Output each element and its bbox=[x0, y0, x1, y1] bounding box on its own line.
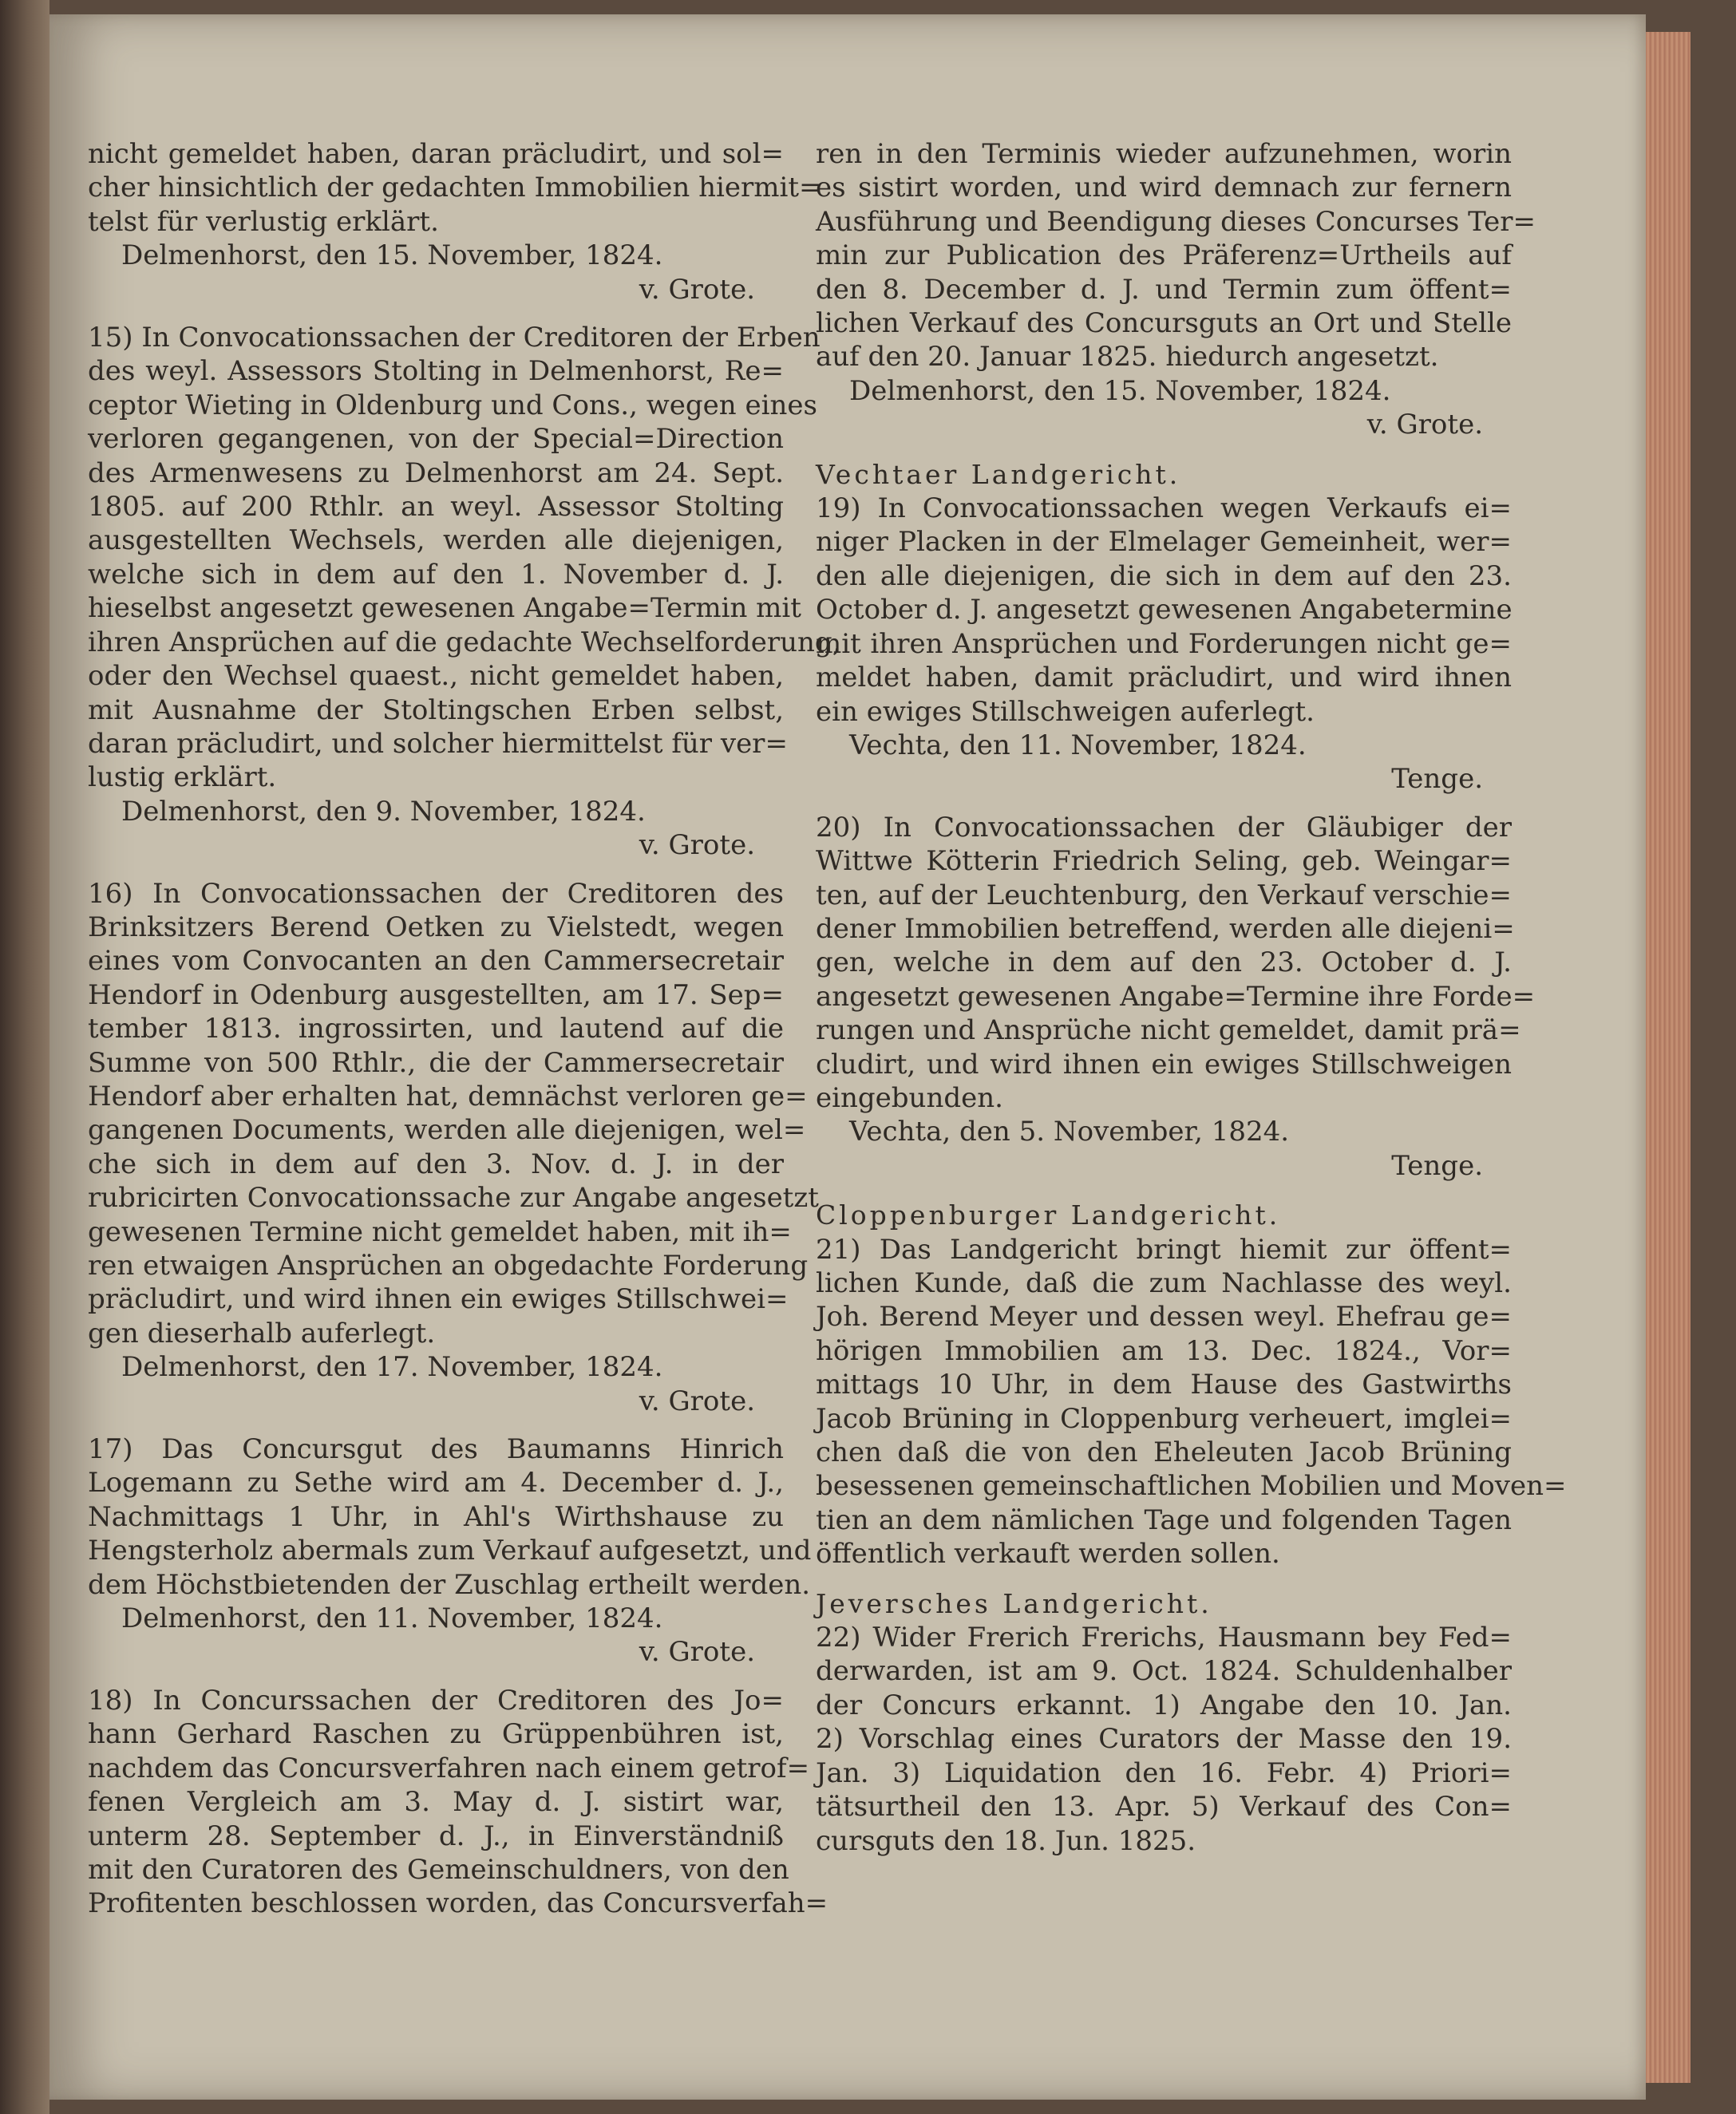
entry-17 bbox=[88, 1432, 812, 1669]
entry-18 bbox=[88, 1684, 828, 1921]
dateline: Vechta, den 5. November, 1824. bbox=[849, 1116, 1290, 1148]
book-spine bbox=[0, 0, 49, 2114]
text-line: des weyl. Assessors Stolting in Delmenhorst, Re= bbox=[88, 355, 784, 388]
text-line: auf den 20. Januar 1825. hiedurch angesetzt. bbox=[816, 341, 1439, 373]
text-line: den alle diejenigen, die sich in dem auf den 23. bbox=[816, 559, 1512, 592]
text-line: 20) In Convocationssachen der Gläubiger der bbox=[816, 811, 1512, 844]
entry-15 bbox=[88, 321, 841, 863]
text-line: Jacob Brüning in Cloppenburg verheuert, imglei= bbox=[816, 1402, 1512, 1435]
text-line: rubricirten Convocationssache zur Angabe angesetzt bbox=[88, 1182, 819, 1215]
text-line: ausgestellten Wechsels, werden alle diejenigen, bbox=[88, 524, 784, 557]
dateline: Delmenhorst, den 15. November, 1824. bbox=[121, 239, 663, 272]
signature: Tenge. bbox=[1391, 763, 1483, 796]
text-line: gen dieserhalb auferlegt. bbox=[88, 1317, 436, 1349]
text-line: derwarden, ist am 9. Oct. 1824. Schuldenhalber bbox=[816, 1655, 1512, 1688]
text-line: hörigen Immobilien am 13. Dec. 1824., Vor= bbox=[816, 1334, 1512, 1367]
text-line: ein ewiges Stillschweigen auferlegt. bbox=[816, 695, 1315, 728]
text-line: gen, welche in dem auf den 23. October d. J. bbox=[816, 946, 1512, 979]
text-line: meldet haben, damit präcludirt, und wird ihnen bbox=[816, 662, 1512, 694]
text-line: welche sich in dem auf den 1. November d. J. bbox=[88, 558, 784, 591]
text-line: October d. J. angesetzt gewesenen Angabetermine bbox=[816, 594, 1513, 626]
text-line: oder den Wechsel quaest., nicht gemeldet haben, bbox=[88, 660, 784, 693]
text-line: niger Placken in der Elmelager Gemeinheit, wer= bbox=[816, 526, 1512, 559]
text-line: tember 1813. ingrossirten, und lautend auf die bbox=[88, 1013, 784, 1045]
entry-19 bbox=[816, 492, 1512, 796]
section-heading-jever: Jeversches Landgericht. bbox=[816, 1587, 1212, 1619]
text-line: nachdem das Concursverfahren nach einem getrof= bbox=[88, 1752, 810, 1784]
text-line: Wittwe Kötterin Friedrich Seling, geb. Weingar= bbox=[816, 845, 1512, 878]
text-line: chen daß die von den Eheleuten Jacob Brüning bbox=[816, 1436, 1512, 1469]
text-line: cludirt, und wird ihnen ein ewiges Stillschweigen bbox=[816, 1048, 1512, 1081]
text-line: ihren Ansprüchen auf die gedachte Wechselforderung, bbox=[88, 626, 841, 658]
text-line: präcludirt, und wird ihnen ein ewiges Stillschwei= bbox=[88, 1283, 789, 1316]
left-column bbox=[88, 137, 841, 1921]
text-line: des Armenwesens zu Delmenhorst am 24. Sept. bbox=[88, 456, 784, 489]
text-line: Logemann zu Sethe wird am 4. December d. J., bbox=[88, 1467, 784, 1500]
text-line: mit Ausnahme der Stoltingschen Erben selbst, bbox=[88, 693, 784, 726]
text-line: tien an dem nämlichen Tage und folgenden Tagen bbox=[816, 1504, 1512, 1536]
text-line: mit ihren Ansprüchen und Forderungen nicht ge= bbox=[816, 627, 1512, 660]
text-line: 16) In Convocationssachen der Creditoren des bbox=[88, 877, 784, 910]
entry-21 bbox=[816, 1233, 1567, 1571]
signature: v. Grote. bbox=[639, 1385, 755, 1417]
text-line: tätsurtheil den 13. Apr. 5) Verkauf des Con= bbox=[816, 1791, 1512, 1824]
text-line: ren in den Terminis wieder aufzunehmen, worin bbox=[816, 138, 1512, 170]
text-line: es sistirt worden, und wird demnach zur fernern bbox=[816, 172, 1512, 204]
entry-18-continuation bbox=[816, 137, 1536, 442]
entry-20 bbox=[816, 811, 1536, 1183]
dateline: Delmenhorst, den 15. November, 1824. bbox=[849, 374, 1391, 407]
text-line: Hengsterholz abermals zum Verkauf aufgesetzt, und bbox=[88, 1535, 812, 1567]
text-line: Hendorf in Odenburg ausgestellten, am 17. Sep= bbox=[88, 978, 784, 1011]
text-line: der Concurs erkannt. 1) Angabe den 10. Jan. bbox=[816, 1689, 1512, 1721]
text-line: cher hinsichtlich der gedachten Immobilien hiermit= bbox=[88, 172, 822, 204]
text-line: Joh. Berend Meyer und dessen weyl. Ehefrau ge= bbox=[816, 1301, 1512, 1334]
signature: v. Grote. bbox=[639, 1636, 755, 1669]
text-line: gewesenen Termine nicht gemeldet haben, mit ih= bbox=[88, 1215, 792, 1248]
section-heading-vechta: Vechtaer Landgericht. bbox=[816, 458, 1181, 490]
text-line: besessenen gemeinschaftlichen Mobilien und Moven= bbox=[816, 1470, 1567, 1503]
text-line: eingebunden. bbox=[816, 1081, 1003, 1114]
text-line: 17) Das Concursgut des Baumanns Hinrich bbox=[88, 1433, 784, 1466]
text-line: Profitenten beschlossen worden, das Concursverfah= bbox=[88, 1887, 828, 1920]
signature: v. Grote. bbox=[639, 273, 755, 306]
text-line: che sich in dem auf den 3. Nov. d. J. in der bbox=[88, 1148, 784, 1180]
entry-22 bbox=[816, 1621, 1512, 1858]
signature: v. Grote. bbox=[1366, 409, 1483, 441]
dateline: Delmenhorst, den 9. November, 1824. bbox=[121, 795, 646, 828]
text-line: unterm 28. September d. J., in Einverständniß bbox=[88, 1820, 784, 1852]
text-line: 18) In Concurssachen der Creditoren des Jo= bbox=[88, 1684, 784, 1717]
text-line: Ausführung und Beendigung dieses Concurses Ter= bbox=[816, 205, 1536, 238]
text-line: fenen Vergleich am 3. May d. J. sistirt war, bbox=[88, 1786, 784, 1819]
text-line: 21) Das Landgericht bringt hiemit zur öffent= bbox=[816, 1233, 1512, 1266]
text-line: rungen und Ansprüche nicht gemeldet, damit prä= bbox=[816, 1014, 1521, 1047]
signature: Tenge. bbox=[1391, 1149, 1483, 1182]
text-line: 19) In Convocationssachen wegen Verkaufs ei= bbox=[816, 492, 1512, 525]
text-line: hann Gerhard Raschen zu Grüppenbühren ist, bbox=[88, 1718, 784, 1751]
dateline: Vechta, den 11. November, 1824. bbox=[849, 729, 1307, 761]
signature: v. Grote. bbox=[639, 829, 755, 862]
dateline: Delmenhorst, den 17. November, 1824. bbox=[121, 1351, 663, 1384]
text-line: ceptor Wieting in Oldenburg und Cons., wegen eines bbox=[88, 389, 817, 421]
text-line: dem Höchstbietenden der Zuschlag ertheilt werden. bbox=[88, 1568, 811, 1601]
text-line: daran präcludirt, und solcher hiermittelst für ver= bbox=[88, 727, 788, 760]
text-line: öffentlich verkauft werden sollen. bbox=[816, 1538, 1280, 1571]
right-column bbox=[816, 137, 1567, 1858]
text-line: angesetzt gewesenen Angabe=Termine ihre Forde= bbox=[816, 980, 1536, 1013]
text-line: nicht gemeldet haben, daran präcludirt, und sol= bbox=[88, 138, 784, 170]
text-line: min zur Publication des Präferenz=Urtheils auf bbox=[816, 239, 1512, 272]
text-line: gangenen Documents, werden alle diejenigen, wel= bbox=[88, 1114, 806, 1147]
text-line: Brinksitzers Berend Oetken zu Vielstedt, wegen bbox=[88, 911, 784, 943]
text-line: 1805. auf 200 Rthlr. an weyl. Assessor Stolting bbox=[88, 491, 784, 524]
text-line: Summe von 500 Rthlr., die der Cammersecretair bbox=[88, 1046, 784, 1079]
text-line: cursguts den 18. Jun. 1825. bbox=[816, 1824, 1196, 1857]
text-line: lichen Kunde, daß die zum Nachlasse des weyl. bbox=[816, 1267, 1512, 1299]
text-line: Nachmittags 1 Uhr, in Ahl's Wirthshause zu bbox=[88, 1500, 784, 1533]
text-line: den 8. December d. J. und Termin zum öffent= bbox=[816, 273, 1512, 306]
text-line: 2) Vorschlag eines Curators der Masse den 19. bbox=[816, 1723, 1512, 1756]
text-line: dener Immobilien betreffend, werden alle diejeni= bbox=[816, 912, 1515, 945]
text-line: verloren gegangenen, von der Special=Direction bbox=[88, 423, 784, 456]
text-line: lichen Verkauf des Concursguts an Ort und Stelle bbox=[816, 307, 1512, 340]
text-line: Jan. 3) Liquidation den 16. Febr. 4) Priori= bbox=[816, 1756, 1512, 1789]
dateline: Delmenhorst, den 11. November, 1824. bbox=[121, 1602, 663, 1635]
text-line: lustig erklärt. bbox=[88, 761, 277, 794]
page-edges bbox=[1646, 32, 1691, 2083]
text-line: eines vom Convocanten an den Cammersecretair bbox=[88, 945, 784, 978]
text-line: telst für verlustig erklärt. bbox=[88, 205, 439, 238]
text-line: mittags 10 Uhr, in dem Hause des Gastwirths bbox=[816, 1369, 1512, 1401]
text-line: mit den Curatoren des Gemeinschuldners, von den bbox=[88, 1853, 789, 1886]
text-line: hieselbst angesetzt gewesenen Angabe=Termin mit bbox=[88, 592, 801, 625]
intro-continuation bbox=[88, 137, 822, 306]
section-heading-cloppenburg: Cloppenburger Landgericht. bbox=[816, 1199, 1281, 1231]
text-line: Hendorf aber erhalten hat, demnächst verloren ge= bbox=[88, 1080, 808, 1112]
text-line: ren etwaigen Ansprüchen an obgedachte Forderung bbox=[88, 1250, 809, 1282]
text-line: ten, auf der Leuchtenburg, den Verkauf verschie= bbox=[816, 879, 1512, 911]
text-line: 15) In Convocationssachen der Creditoren der Erben bbox=[88, 322, 821, 354]
entry-16 bbox=[88, 877, 819, 1419]
text-line: 22) Wider Frerich Frerichs, Hausmann bey Fed= bbox=[816, 1622, 1512, 1654]
